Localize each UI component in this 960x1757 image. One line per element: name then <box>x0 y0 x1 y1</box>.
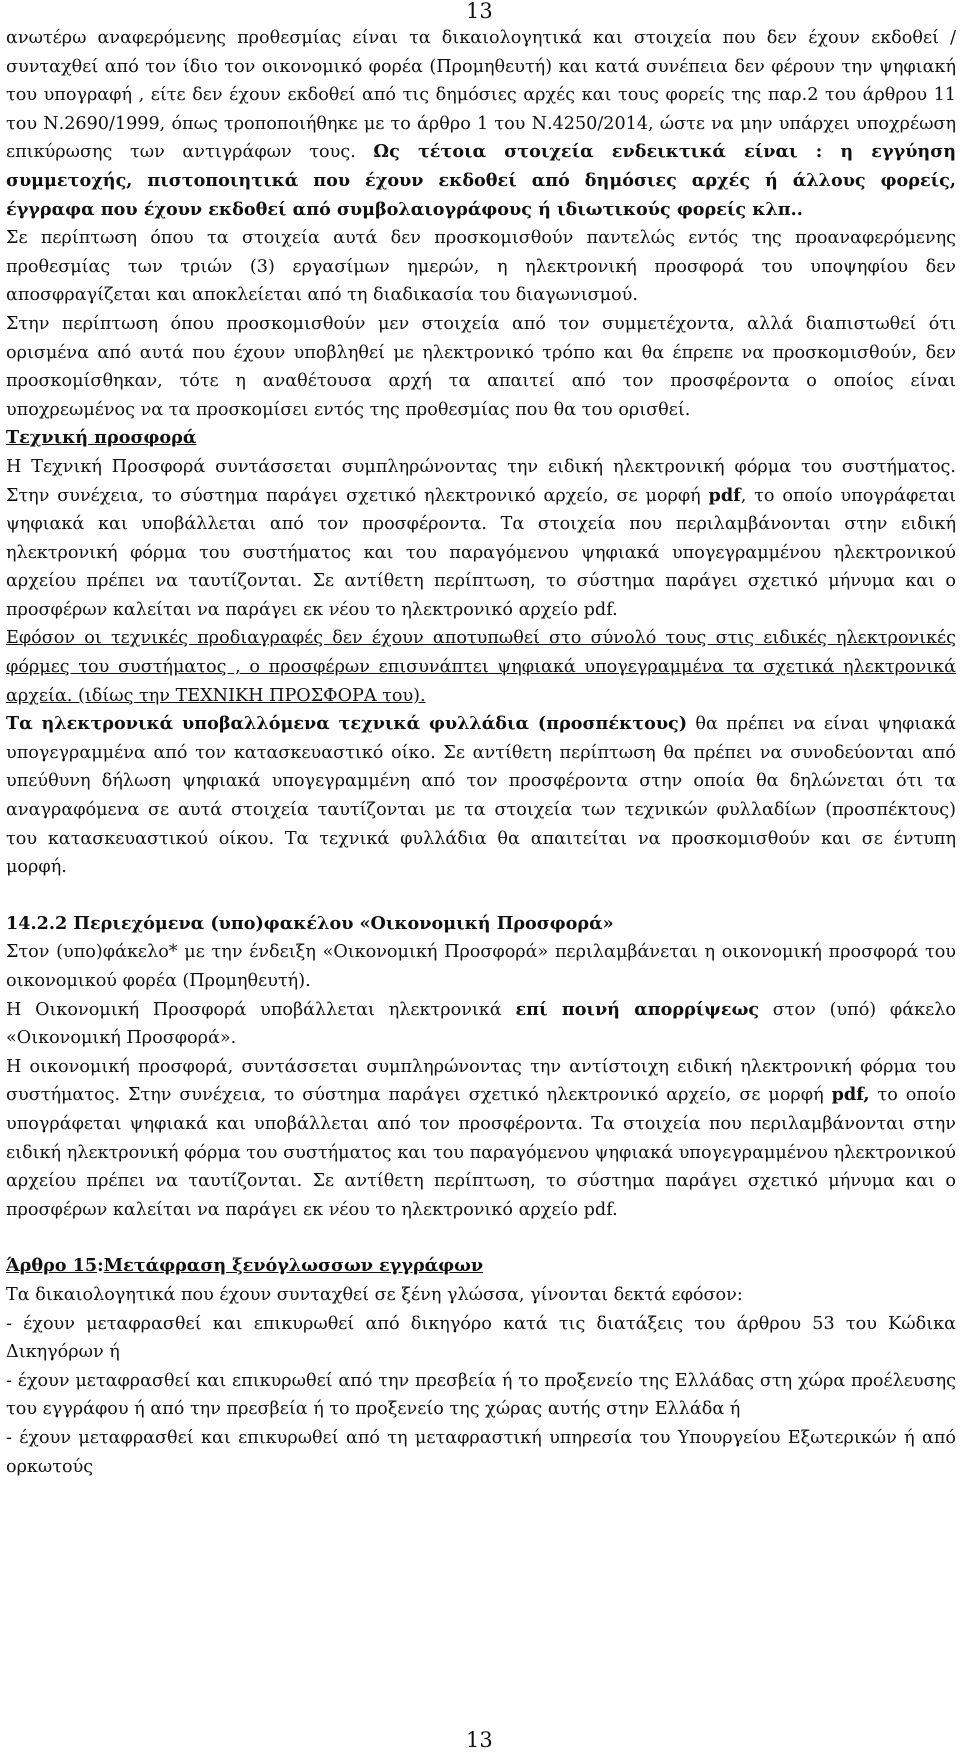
article-title: Μετάφραση ξενόγλωσσων εγγράφων <box>103 1255 484 1277</box>
heading-article-15 <box>6 1252 956 1281</box>
bold-brochures: Τα ηλεκτρονικά υποβαλλόμενα τεχνικά φυλλάδια (προσπέκτους) <box>6 713 688 735</box>
paragraph-text: ανωτέρω αναφερόμενης προθεσμίας είναι τα δικαιολογητικά και στοιχεία που δεν έχουν εκδοθεί /συνταχθεί από τον ίδιο τον οικονομικό φορέα (Προμηθευτή) και κατά συνέπεια δεν φέρουν την ψηφιακή του υπογραφή , είτε δεν έχουν εκδοθεί από τις δημόσιες αρχές και τους φορείς της παρ.2 του άρθρου 11 του Ν.2690/1999, όπως τροποποιήθηκε με το άρθρο 1 του Ν.4250/2014, ώστε να μην υπάρχει υποχρέωση επικύρωσης των αντιγράφων τους. <box>6 28 956 163</box>
bold-penalty: επί ποινή απορρίψεως <box>515 998 760 1020</box>
spacer <box>6 882 956 910</box>
page-number-bottom: 13 <box>466 1728 493 1752</box>
paragraph-foreign-documents: Τα δικαιολογητικά που έχουν συνταχθεί σε ξένη γλώσσα, γίνονται δεκτά εφόσον: <box>6 1284 743 1305</box>
paragraph-text: Η Τεχνική Προσφορά συντάσσεται συμπληρώνοντας την ειδική ηλεκτρονική φόρμα του συστήματος. Στην συνέχεια, το σύστημα παράγει σχετικό ηλεκτρονικό αρχείο, σε μορφή <box>6 456 956 506</box>
paragraph-non-submission: Σε περίπτωση όπου τα στοιχεία αυτά δεν προσκομισθούν παντελώς εντός της προαναφερόμενης προθεσμίας των τριών (3) εργασίμων ημερών, η ηλεκτρονική προσφορά του υποψηφίου δεν αποσφραγίζεται και αποκλείεται από τη διαδικασία του διαγωνισμού. <box>6 228 956 306</box>
paragraph-text: στον (υπό) φάκελο «Οικονομική Προσφορά». <box>6 999 956 1049</box>
heading-technical-offer: Τεχνική προσφορά <box>6 427 197 449</box>
pdf-bold: pdf <box>708 484 741 506</box>
paragraph-text: , το οποίο υπογράφεται ψηφιακά και υποβάλλεται από τον προσφέροντα. Τα στοιχεία που περιλαμβάνονται στην ειδική ηλεκτρονική φόρμα του συστήματος και του παραγόμενου ψηφιακά υπογεγραμμένου ηλεκτρονικού αρχείου πρέπει να ταυτίζονται. Σε αντίθετη περίπτωση, το σύστημα παράγει σχετικό μήνυμα και ο προσφέρων καλείται να παράγει εκ νέου το ηλεκτρονικό αρχείο pdf. <box>6 485 956 620</box>
page-number-top: 13 <box>466 0 493 23</box>
heading-financial-offer-section: 14.2.2 Περιεχόμενα (υπο)φακέλου «Οικονομική Προσφορά» <box>6 912 614 934</box>
paragraph-technical-offer-form <box>6 453 956 625</box>
paragraph-text: το οποίο υπογράφεται ψηφιακά και υποβάλλεται από τον προσφέροντα. Τα στοιχεία που περιλαμβάνονται στην ειδική ηλεκτρονική φόρμα του συστήματος και του παραγόμενου ψηφιακά υπογεγραμμένου ηλεκτρονικού αρχείου πρέπει να ταυτίζονται. Σε αντίθετη περίπτωση, το σύστημα παράγει σχετικό μήνυμα και ο προσφέρων καλείται να παράγει εκ νέου το ηλεκτρονικό αρχείο pdf. <box>6 1085 957 1220</box>
pdf-bold: pdf, <box>831 1084 870 1106</box>
paragraph-brochures <box>6 710 956 882</box>
paragraph-text: Η οικονομική προσφορά, συντάσσεται συμπληρώνοντας την αντίστοιχη ειδική ηλεκτρονική φόρμα του συστήματος. Στην συνέχεια, το σύστημα παράγει σχετικό ηλεκτρονικό αρχείο, σε μορφή <box>6 1056 956 1106</box>
list-item: - έχουν μεταφρασθεί και επικυρωθεί από την πρεσβεία ή το προξενείο της Ελλάδας στη χώρα προέλευσης του εγγράφου ή από την πρεσβεία ή το προξενείο της χώρας αυτής στην Ελλάδα ή <box>6 1370 956 1420</box>
paragraph-deadline-documents <box>6 24 956 224</box>
paragraph-financial-envelope: Στον (υπο)φάκελο* με την ένδειξη «Οικονομική Προσφορά» περιλαμβάνεται η οικονομική προσφορά του οικονομικού φορέα (Προμηθευτή). <box>6 942 956 991</box>
paragraph-technical-specs-underlined: Εφόσον οι τεχνικές προδιαγραφές δεν έχουν αποτυπωθεί στο σύνολό τους στις ειδικές ηλεκτρονικές φόρμες του συστήματος , ο προσφέρων επισυνάπτει ψηφιακά υπογεγραμμένα τα σχετικά ηλεκτρονικά αρχεία. (ιδίως την ΤΕΧΝΙΚΗ ΠΡΟΣΦΟΡΑ του). <box>6 628 956 706</box>
spacer <box>6 1224 956 1252</box>
paragraph-partial-submission: Στην περίπτωση όπου προσκομισθούν μεν στοιχεία από τον συμμετέχοντα, αλλά διαπιστωθεί ότι ορισμένα από αυτά που έχουν υποβληθεί με ηλεκτρονικό τρόπο και θα έπρεπε να προσκομισθούν, δεν προσκομίσθηκαν, τότε η αναθέτουσα αρχή τα απαιτεί από τον προσφέροντα ο οποίος είναι υποχρεωμένος να τα προσκομίσει εντός της προθεσμίας που θα του ορισθεί. <box>6 313 956 420</box>
article-label: Άρθρο 15 <box>6 1255 98 1277</box>
paragraph-financial-submission <box>6 996 956 1053</box>
list-item: - έχουν μεταφρασθεί και επικυρωθεί από τη μεταφραστική υπηρεσία του Υπουργείου Εξωτερικών ή από ορκωτούς <box>6 1427 956 1477</box>
paragraph-financial-form <box>6 1053 956 1225</box>
paragraph-text: θα πρέπει να είναι ψηφιακά υπογεγραμμένα από τον κατασκευαστικό οίκο. Σε αντίθετη περίπτωση θα πρέπει να συνοδεύονται από υπεύθυνη δήλωση ψηφιακά υπογεγραμμένη από τον προσφέροντα στην οποία θα δηλώνεται ότι τα αναγραφόμενα σε αυτά στοιχεία ταυτίζονται με τα στοιχεία των τεχνικών φυλλαδίων (προσπέκτους) του κατασκευαστικού οίκου. Τα τεχνικά φυλλάδια θα απαιτείται να προσκομισθούν και σε έντυπη μορφή. <box>6 714 956 878</box>
bold-examples: Ως τέτοια στοιχεία ενδεικτικά είναι : η εγγύηση συμμετοχής, πιστοποιητικά που έχουν εκδοθεί από δημόσιες αρχές ή άλλους φορείς, έγγραφα που έχουν εκδοθεί από συμβολαιογράφους ή ιδιωτικούς φορείς κλπ.. <box>6 141 956 220</box>
article-separator: : <box>97 1255 104 1277</box>
paragraph-text: Η Οικονομική Προσφορά υποβάλλεται ηλεκτρονικά <box>6 999 516 1020</box>
list-item: - έχουν μεταφρασθεί και επικυρωθεί από δικηγόρο κατά τις διατάξεις του άρθρου 53 του Κώδικα Δικηγόρων ή <box>6 1313 956 1363</box>
document-body <box>6 24 956 1481</box>
